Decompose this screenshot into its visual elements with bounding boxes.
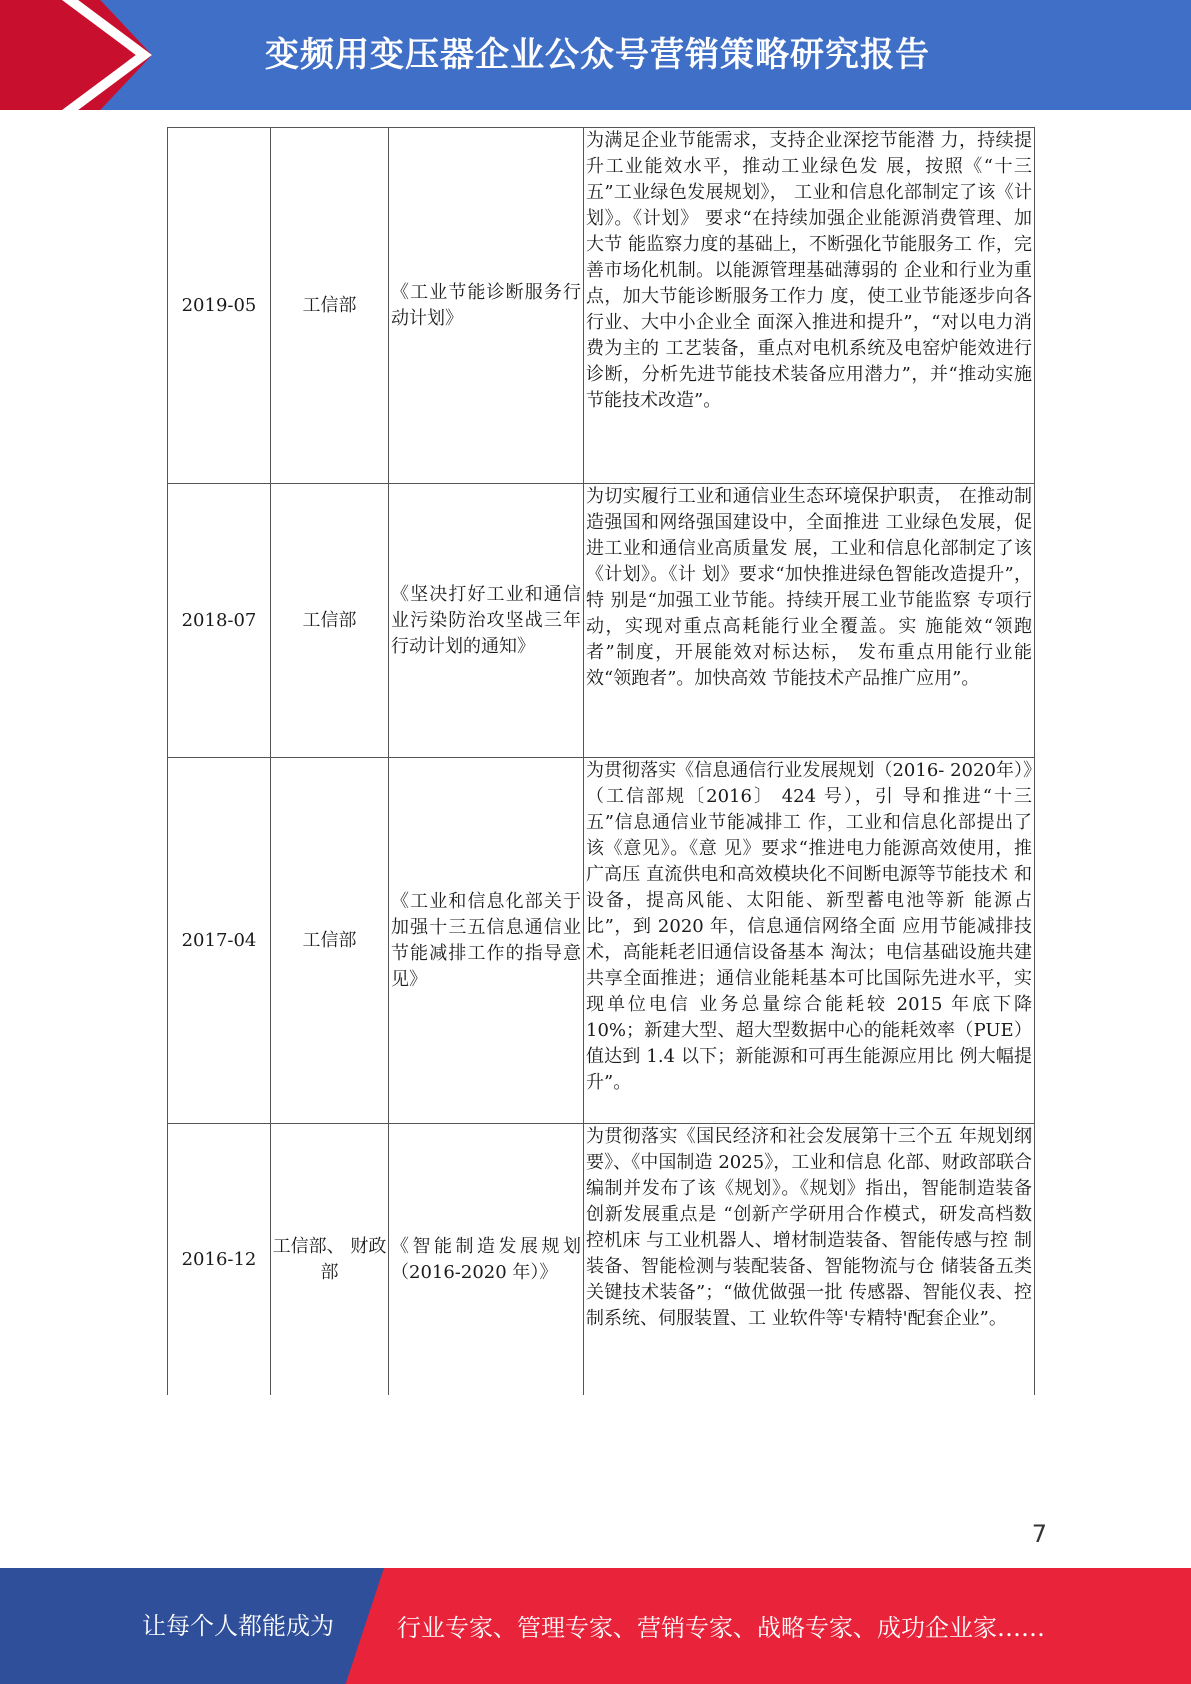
table-row (168, 1124, 1035, 1396)
description-text: 为切实履行工业和通信业生态环境保护职责， 在推动制造强国和网络强国建设中，全面推进 工业绿色发展，促进工业和通信业高质量发 展，工业和信息化部制定了该《计划》。《计 划》要求“加快推进绿色智能改造提升”，特 别是“加强工业节能。持续开展工业节能监察 专项行动，实现对重点高耗能行业全覆盖。实 施能效“领跑者”制度，开展能效对标达标， 发布重点用能行业能效“领跑者”。加快高效 节能技术产品推广应用”。 (586, 486, 1032, 689)
department-cell: 工信部 (271, 484, 389, 758)
date-cell: 2018-07 (168, 484, 271, 758)
footer-banner (0, 1568, 1191, 1684)
report-title: 变频用变压器企业公众号营销策略研究报告 (265, 35, 930, 75)
description-cell (584, 1124, 1035, 1396)
description-cell (584, 128, 1035, 484)
table-row (168, 484, 1035, 758)
table-row (168, 128, 1035, 484)
footer-slogan-right: 行业专家、管理专家、营销专家、战略专家、成功企业家…… (397, 1614, 1045, 1642)
policy-name-cell: 《工业节能诊断服务行动计划》 (389, 128, 584, 484)
page-number: 7 (1031, 1520, 1047, 1548)
table-row (168, 758, 1035, 1124)
policy-name-cell: 《坚决打好工业和通信业污染防治攻坚战三年行动计划的通知》 (389, 484, 584, 758)
department-cell: 工信部 (271, 128, 389, 484)
department-cell: 工信部 (271, 758, 389, 1124)
date-cell: 2017-04 (168, 758, 271, 1124)
policy-name-cell: 《智能制造发展规划 （2016-2020 年）》 (389, 1124, 584, 1396)
policy-name-cell: 《工业和信息化部关于加强十三五信息通信业节能减排工作的指导意见》 (389, 758, 584, 1124)
description-text: 为贯彻落实《国民经济和社会发展第十三个五 年规划纲要》、《中国制造 2025》，工业和信息 化部、财政部联合编制并发布了该《规划》。《规划》指出，智能制造装备创新发展重点是 “创新产学研用合作模式，研发高档数控机床 与工业机器人、增材制造装备、智能传感与控 制装备、智能检测与装配装备、智能物流与仓 储装备五类关键技术装备”；“做优做强一批 传感器、智能仪表、控制系统、伺服装置、工 业软件等'专精特'配套企业”。 (586, 1126, 1032, 1329)
description-text: 为贯彻落实《信息通信行业发展规划（2016- 2020年）》（工信部规〔2016〕 424 号），引 导和推进“十三五”信息通信业节能减排工 作，工业和信息化部提出了该《意见》。《意 见》要求“推进电力能源高效使用，推广高压 直流供电和高效模块化不间断电源等节能技术 和设备，提高风能、太阳能、新型蓄电池等新 能源占比”，到 2020 年，信息通信网络全面 应用节能减排技术，高能耗老旧通信设备基本 淘汰；电信基础设施共建共享全面推进；通信业能耗基本可比国际先进水平，实现单位电信 业务总量综合能耗较 2015 年底下降 10%；新建大型、超大型数据中心的能耗效率（PUE） 值达到 1.4 以下；新能源和可再生能源应用比 例大幅提升”。 (586, 760, 1032, 1093)
header-red-arrow (0, 0, 152, 110)
date-cell: 2016-12 (168, 1124, 271, 1396)
description-cell (584, 758, 1035, 1124)
date-cell: 2019-05 (168, 128, 271, 484)
footer-slogan-left: 让每个人都能成为 (142, 1612, 334, 1640)
description-text: 为满足企业节能需求，支持企业深挖节能潜 力，持续提升工业能效水平，推动工业绿色发 展，按照《“十三五”工业绿色发展规划》， 工业和信息化部制定了该《计划》。《计划》 要求“在持续加强企业能源消费管理、加大节 能监察力度的基础上，不断强化节能服务工 作，完善市场化机制。以能源管理基础薄弱的 企业和行业为重点，加大节能诊断服务工作力 度，使工业节能逐步向各行业、大中小企业全 面深入推进和提升”，“对以电力消费为主的 工艺装备，重点对电机系统及电窑炉能效进行诊断，分析先进节能技术装备应用潜力”，并“推动实施节能技术改造”。 (586, 130, 1032, 411)
policy-table (167, 127, 1035, 1395)
description-cell (584, 484, 1035, 758)
department-cell: 工信部、 财政部 (271, 1124, 389, 1396)
header-banner (0, 0, 1191, 110)
